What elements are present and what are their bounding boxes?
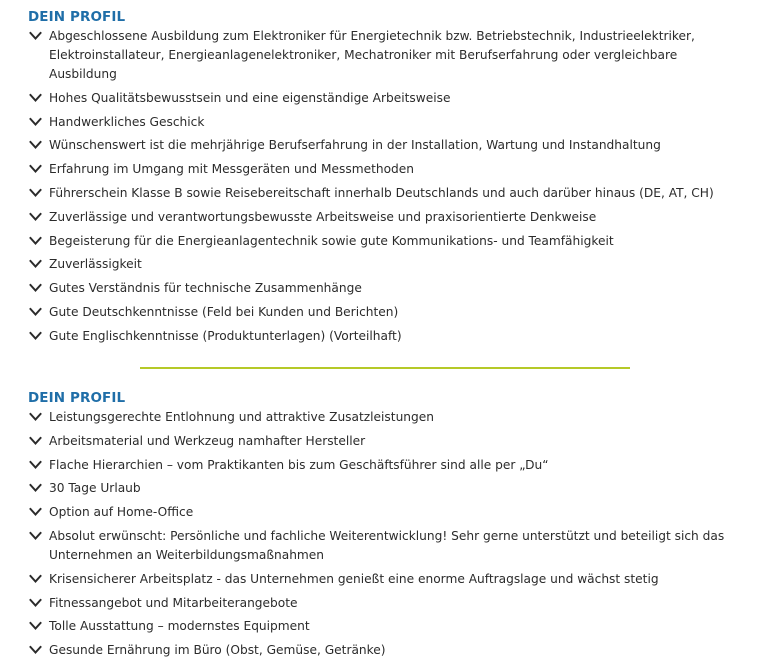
profile-section-1	[28, 7, 748, 351]
list-item	[28, 184, 748, 203]
section-title: DEIN PROFIL	[28, 9, 126, 25]
chevron-down-icon	[29, 645, 42, 655]
chevron-down-icon	[29, 140, 42, 150]
chevron-down-icon	[29, 460, 42, 470]
list-item-text: Tolle Ausstattung – modernstes Equipment	[49, 619, 310, 634]
chevron-down-icon	[29, 621, 42, 631]
chevron-down-icon	[29, 436, 42, 446]
list-item	[28, 255, 748, 274]
chevron-down-icon	[29, 307, 42, 317]
list-item-text: Zuverlässige und verantwortungsbewusste Arbeitsweise und praxisorientierte Denkweise	[49, 209, 597, 224]
list-item-text: Wünschenswert ist die mehrjährige Berufserfahrung in der Installation, Wartung und Instandhaltung	[49, 138, 661, 153]
list-item	[28, 503, 748, 522]
chevron-down-icon	[29, 117, 42, 127]
chevron-down-icon	[29, 598, 42, 608]
list-item	[28, 136, 748, 155]
chevron-down-icon	[29, 574, 42, 584]
list-item	[28, 327, 748, 346]
list-item-text: Erfahrung im Umgang mit Messgeräten und Messmethoden	[49, 162, 415, 177]
list-item	[28, 89, 748, 108]
section-divider	[140, 367, 630, 369]
chevron-down-icon	[29, 507, 42, 517]
list-item-text: Handwerkliches Geschick	[49, 114, 205, 129]
list-item-text: Flache Hierarchien – vom Praktikanten bis zum Geschäftsführer sind alle per „Du“	[49, 457, 549, 472]
list-item	[28, 208, 748, 227]
list-item-text: Abgeschlossene Ausbildung zum Elektroniker für Energietechnik bzw. Betriebstechnik, Industrieelektriker, Elektroinstallateur, Energieanlagenelektroniker, Mechatroniker mit Berufserfahrung oder vergleichbare Ausbildung	[49, 29, 695, 81]
list-item-text: Krisensicherer Arbeitsplatz - das Unternehmen genießt eine enorme Auftragslage und wächst stetig	[49, 571, 659, 586]
chevron-down-icon	[29, 212, 42, 222]
section-title: DEIN PROFIL	[28, 390, 126, 406]
chevron-down-icon	[29, 93, 42, 103]
list-item	[28, 27, 748, 84]
chevron-down-icon	[29, 259, 42, 269]
chevron-down-icon	[29, 236, 42, 246]
list-item-text: Begeisterung für die Energieanlagentechnik sowie gute Kommunikations- und Teamfähigkeit	[49, 233, 614, 248]
benefits-list	[28, 408, 748, 660]
list-item-text: Option auf Home-Office	[49, 505, 194, 520]
chevron-down-icon	[29, 31, 42, 41]
list-item-text: Führerschein Klasse B sowie Reisebereitschaft innerhalb Deutschlands und auch darüber hinaus (DE, AT, CH)	[49, 185, 714, 200]
chevron-down-icon	[29, 283, 42, 293]
list-item	[28, 641, 748, 660]
list-item-text: Arbeitsmaterial und Werkzeug namhafter Hersteller	[49, 433, 366, 448]
list-item	[28, 527, 748, 565]
list-item	[28, 408, 748, 427]
chevron-down-icon	[29, 531, 42, 541]
list-item-text: Gutes Verständnis für technische Zusammenhänge	[49, 281, 362, 296]
list-item-text: 30 Tage Urlaub	[49, 481, 141, 496]
list-item-text: Fitnessangebot und Mitarbeiterangebote	[49, 595, 298, 610]
list-item	[28, 232, 748, 251]
list-item-text: Gute Englischkenntnisse (Produktunterlagen) (Vorteilhaft)	[49, 328, 402, 343]
list-item	[28, 160, 748, 179]
list-item	[28, 617, 748, 636]
list-item-text: Absolut erwünscht: Persönliche und fachliche Weiterentwicklung! Sehr gerne unterstützt und beteiligt sich das Unternehmen an Weiterbildungsmaßnahmen	[49, 528, 725, 562]
list-item-text: Gute Deutschkenntnisse (Feld bei Kunden und Berichten)	[49, 304, 399, 319]
list-item-text: Hohes Qualitätsbewusstsein und eine eigenständige Arbeitsweise	[49, 90, 451, 105]
list-item	[28, 570, 748, 589]
chevron-down-icon	[29, 164, 42, 174]
list-item-text: Gesunde Ernährung im Büro (Obst, Gemüse, Getränke)	[49, 643, 386, 658]
profile-section-2	[28, 388, 748, 665]
chevron-down-icon	[29, 188, 42, 198]
chevron-down-icon	[29, 412, 42, 422]
list-item	[28, 479, 748, 498]
list-item	[28, 456, 748, 475]
list-item	[28, 594, 748, 613]
list-item	[28, 113, 748, 132]
chevron-down-icon	[29, 331, 42, 341]
list-item-text: Leistungsgerechte Entlohnung und attraktive Zusatzleistungen	[49, 410, 434, 424]
list-item-text: Zuverlässigkeit	[49, 257, 142, 272]
chevron-down-icon	[29, 483, 42, 493]
list-item	[28, 303, 748, 322]
requirements-list	[28, 27, 748, 346]
list-item	[28, 432, 748, 451]
list-item	[28, 279, 748, 298]
